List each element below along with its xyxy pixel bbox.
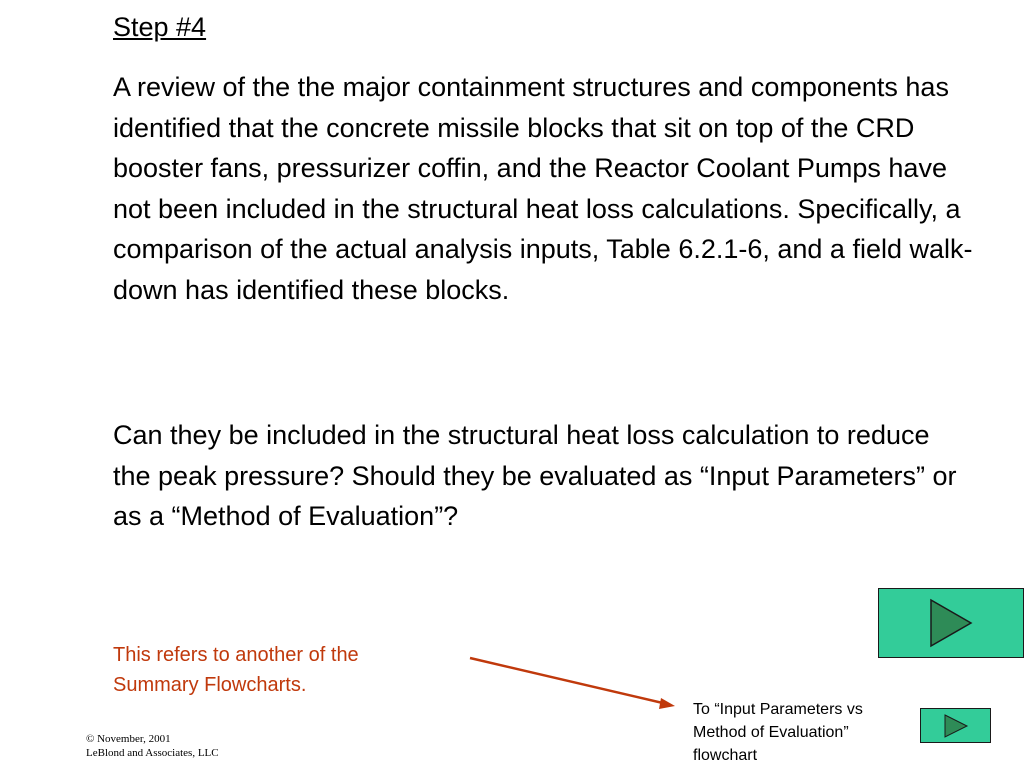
flowchart-note-line2: Summary Flowcharts. <box>113 674 307 696</box>
goto-flowchart-button[interactable] <box>920 708 991 743</box>
play-arrow-icon <box>942 713 970 739</box>
paragraph-review: A review of the the major containment structures and components has identified that the concrete missile blocks that sit on top of the CRD booster fans, pressurizer coffin, and the Reactor Coolant Pumps have not been included in the structural heat loss calculations. Specifically, a comparison of the actual analysis inputs, Table 6.2.1-6, and a field walk-down has identified these blocks. <box>113 72 973 305</box>
nav-caption <box>693 698 913 767</box>
nav-caption-line3: flowchart <box>693 747 758 764</box>
copyright-line: © November, 2001 <box>86 733 171 745</box>
play-arrow-icon <box>925 597 977 649</box>
flowchart-note <box>113 640 359 700</box>
company-line: LeBlond and Associates, LLC <box>86 747 219 759</box>
nav-caption-line1: To “Input Parameters vs <box>693 701 863 718</box>
next-slide-button[interactable] <box>878 588 1024 658</box>
flowchart-note-line1: This refers to another of the <box>113 644 359 666</box>
copyright-footer <box>86 732 219 760</box>
paragraph-question: Can they be included in the structural heat loss calculation to reduce the peak pressure? Should they be evaluated as “Input Parameters” or as a “Method of Evaluation”? <box>113 420 957 531</box>
pointer-arrow-icon <box>465 650 680 712</box>
nav-caption-line2: Method of Evaluation” <box>693 724 849 741</box>
step-heading: Step #4 <box>113 12 207 42</box>
